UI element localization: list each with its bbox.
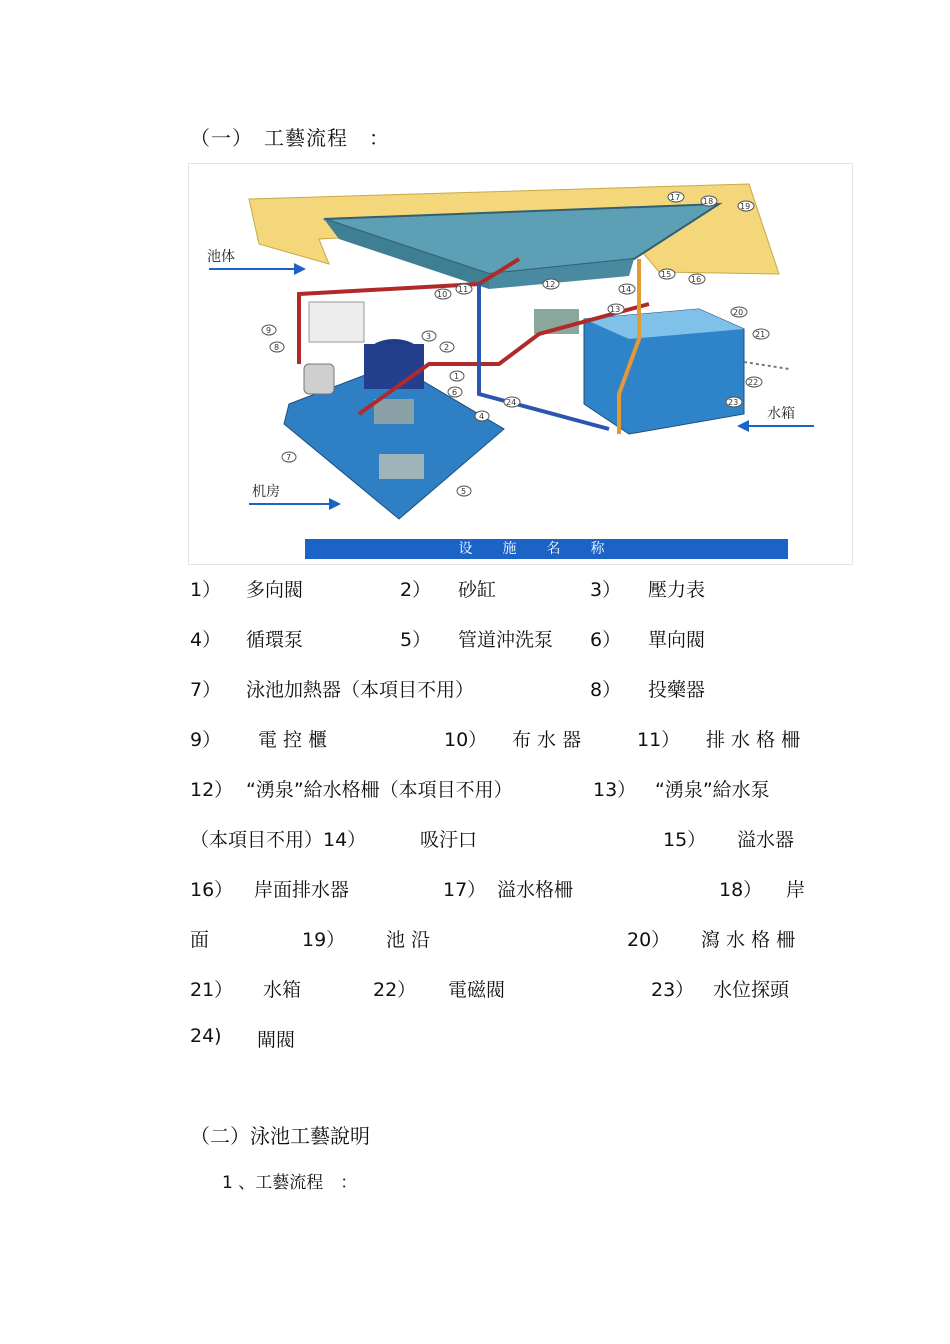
svg-text:11: 11 <box>458 285 469 294</box>
legend-text: “湧泉”給水格柵（本項目不用） <box>246 779 513 801</box>
legend-text: 泳池加熱器（本項目不用） <box>246 679 475 701</box>
callout-21 <box>753 329 769 339</box>
legend-text: 投藥器 <box>648 679 706 701</box>
svg-text:9: 9 <box>266 326 272 335</box>
callout-3 <box>422 331 436 341</box>
legend-text: 電磁閥 <box>448 979 506 1001</box>
callout-12 <box>543 279 559 289</box>
callout-8 <box>270 342 284 352</box>
process-diagram <box>188 163 853 565</box>
callout-20 <box>731 307 747 317</box>
callout-18 <box>701 196 717 206</box>
svg-text:17: 17 <box>670 193 681 202</box>
process-diagram-svg <box>189 164 852 564</box>
legend-text: 9） <box>190 729 222 751</box>
legend-text: 溢水格柵 <box>497 879 574 901</box>
legend-text: 17） <box>443 879 487 901</box>
legend-text: 布 水 器 <box>512 729 582 751</box>
legend-text: 1） <box>190 579 222 601</box>
svg-text:13: 13 <box>610 305 621 314</box>
legend-text: 21） <box>190 979 234 1001</box>
legend-text: 面 <box>190 929 210 951</box>
callout-14 <box>619 284 635 294</box>
legend-text: 閘閥 <box>257 1029 296 1051</box>
svg-text:10: 10 <box>437 290 448 299</box>
callout-17 <box>668 192 684 202</box>
callout-7 <box>282 452 296 462</box>
tank-arrow-head <box>737 420 749 432</box>
svg-text:23: 23 <box>728 398 739 407</box>
svg-text:2: 2 <box>444 343 450 352</box>
drain-line <box>744 362 789 369</box>
legend-text: 3） <box>590 579 622 601</box>
legend-text: 22） <box>373 979 417 1001</box>
sand-filter-body <box>364 344 424 389</box>
legend-text: 24) <box>190 1025 222 1047</box>
callout-5 <box>457 486 471 496</box>
legend-text: 多向閥 <box>246 579 304 601</box>
legend-text: 水箱 <box>263 979 302 1001</box>
callout-10 <box>435 289 451 299</box>
svg-text:3: 3 <box>426 332 432 341</box>
svg-text:24: 24 <box>506 398 517 407</box>
callout-19 <box>738 201 754 211</box>
legend-text: 20） <box>627 929 671 951</box>
svg-text:8: 8 <box>274 343 280 352</box>
callout-16 <box>689 274 705 284</box>
legend-text: 電 控 櫃 <box>258 729 328 751</box>
legend-text: 循環泵 <box>246 629 304 651</box>
label-tank: 水箱 <box>767 406 795 422</box>
svg-text:1: 1 <box>454 372 460 381</box>
legend-text: 5） <box>400 629 432 651</box>
legend-text: 4） <box>190 629 222 651</box>
flush-pump <box>379 454 424 479</box>
svg-text:7: 7 <box>286 453 292 462</box>
svg-text:6: 6 <box>452 388 458 397</box>
svg-text:19: 19 <box>740 202 751 211</box>
callout-23 <box>726 397 742 407</box>
legend-text: 16） <box>190 879 234 901</box>
svg-text:22: 22 <box>748 378 759 387</box>
subsection-heading: 1 、工藝流程 ： <box>222 1173 358 1193</box>
callout-6 <box>448 387 462 397</box>
callout-2 <box>440 342 454 352</box>
legend-text: 砂缸 <box>458 579 497 601</box>
label-pool: 池体 <box>207 249 235 265</box>
callout-15 <box>659 269 675 279</box>
callout-11 <box>456 284 472 294</box>
legend-text: 18） <box>719 879 763 901</box>
legend-text: 10） <box>444 729 488 751</box>
legend-text: 15） <box>663 829 707 851</box>
legend-text: 11） <box>637 729 681 751</box>
pool-arrow-head <box>294 263 306 275</box>
legend-text: 岸 <box>786 879 806 901</box>
callout-22 <box>746 377 762 387</box>
control-cabinet <box>309 302 364 342</box>
svg-text:16: 16 <box>691 275 702 284</box>
callout-4 <box>475 411 489 421</box>
legend-text: 23） <box>651 979 695 1001</box>
label-room: 机房 <box>252 484 280 500</box>
svg-text:5: 5 <box>461 487 467 496</box>
legend-text: 12） <box>190 779 234 801</box>
svg-text:21: 21 <box>755 330 766 339</box>
chemical-feeder <box>304 364 334 394</box>
legend-text: 8） <box>590 679 622 701</box>
callout-13 <box>608 304 624 314</box>
svg-text:15: 15 <box>661 270 672 279</box>
svg-text:18: 18 <box>703 197 714 206</box>
legend-text: 19） <box>302 929 346 951</box>
diagram-caption: 设施名称 <box>305 539 788 559</box>
legend-text: 管道沖洗泵 <box>458 629 554 651</box>
section-heading-1: （一） 工藝流程 ： <box>190 126 390 150</box>
legend-text: 排 水 格 柵 <box>706 729 801 751</box>
room-arrow-head <box>329 498 341 510</box>
legend-text: 岸面排水器 <box>254 879 350 901</box>
legend-text: 吸汙口 <box>420 829 478 851</box>
section-heading-2: （二）泳池工藝說明 <box>190 1124 370 1148</box>
legend-text: 13） <box>593 779 637 801</box>
callout-1 <box>450 371 464 381</box>
svg-text:12: 12 <box>545 280 556 289</box>
legend-text: 壓力表 <box>648 579 706 601</box>
legend-text: 6） <box>590 629 622 651</box>
legend-text: 池 沿 <box>386 929 431 951</box>
legend-text: 2） <box>400 579 432 601</box>
legend-text: 單向閥 <box>648 629 706 651</box>
legend-text: “湧泉”給水泵 <box>655 779 770 801</box>
callout-24 <box>504 397 520 407</box>
callout-9 <box>262 325 276 335</box>
svg-text:20: 20 <box>733 308 744 317</box>
legend-text: 水位探頭 <box>713 979 790 1001</box>
svg-text:4: 4 <box>479 412 485 421</box>
legend-text: 瀉 水 格 柵 <box>701 929 796 951</box>
legend-text: （本項目不用）14） <box>190 829 367 851</box>
circulation-pump <box>374 399 414 424</box>
legend-text: 7） <box>190 679 222 701</box>
svg-text:14: 14 <box>621 285 632 294</box>
legend-text: 溢水器 <box>737 829 795 851</box>
